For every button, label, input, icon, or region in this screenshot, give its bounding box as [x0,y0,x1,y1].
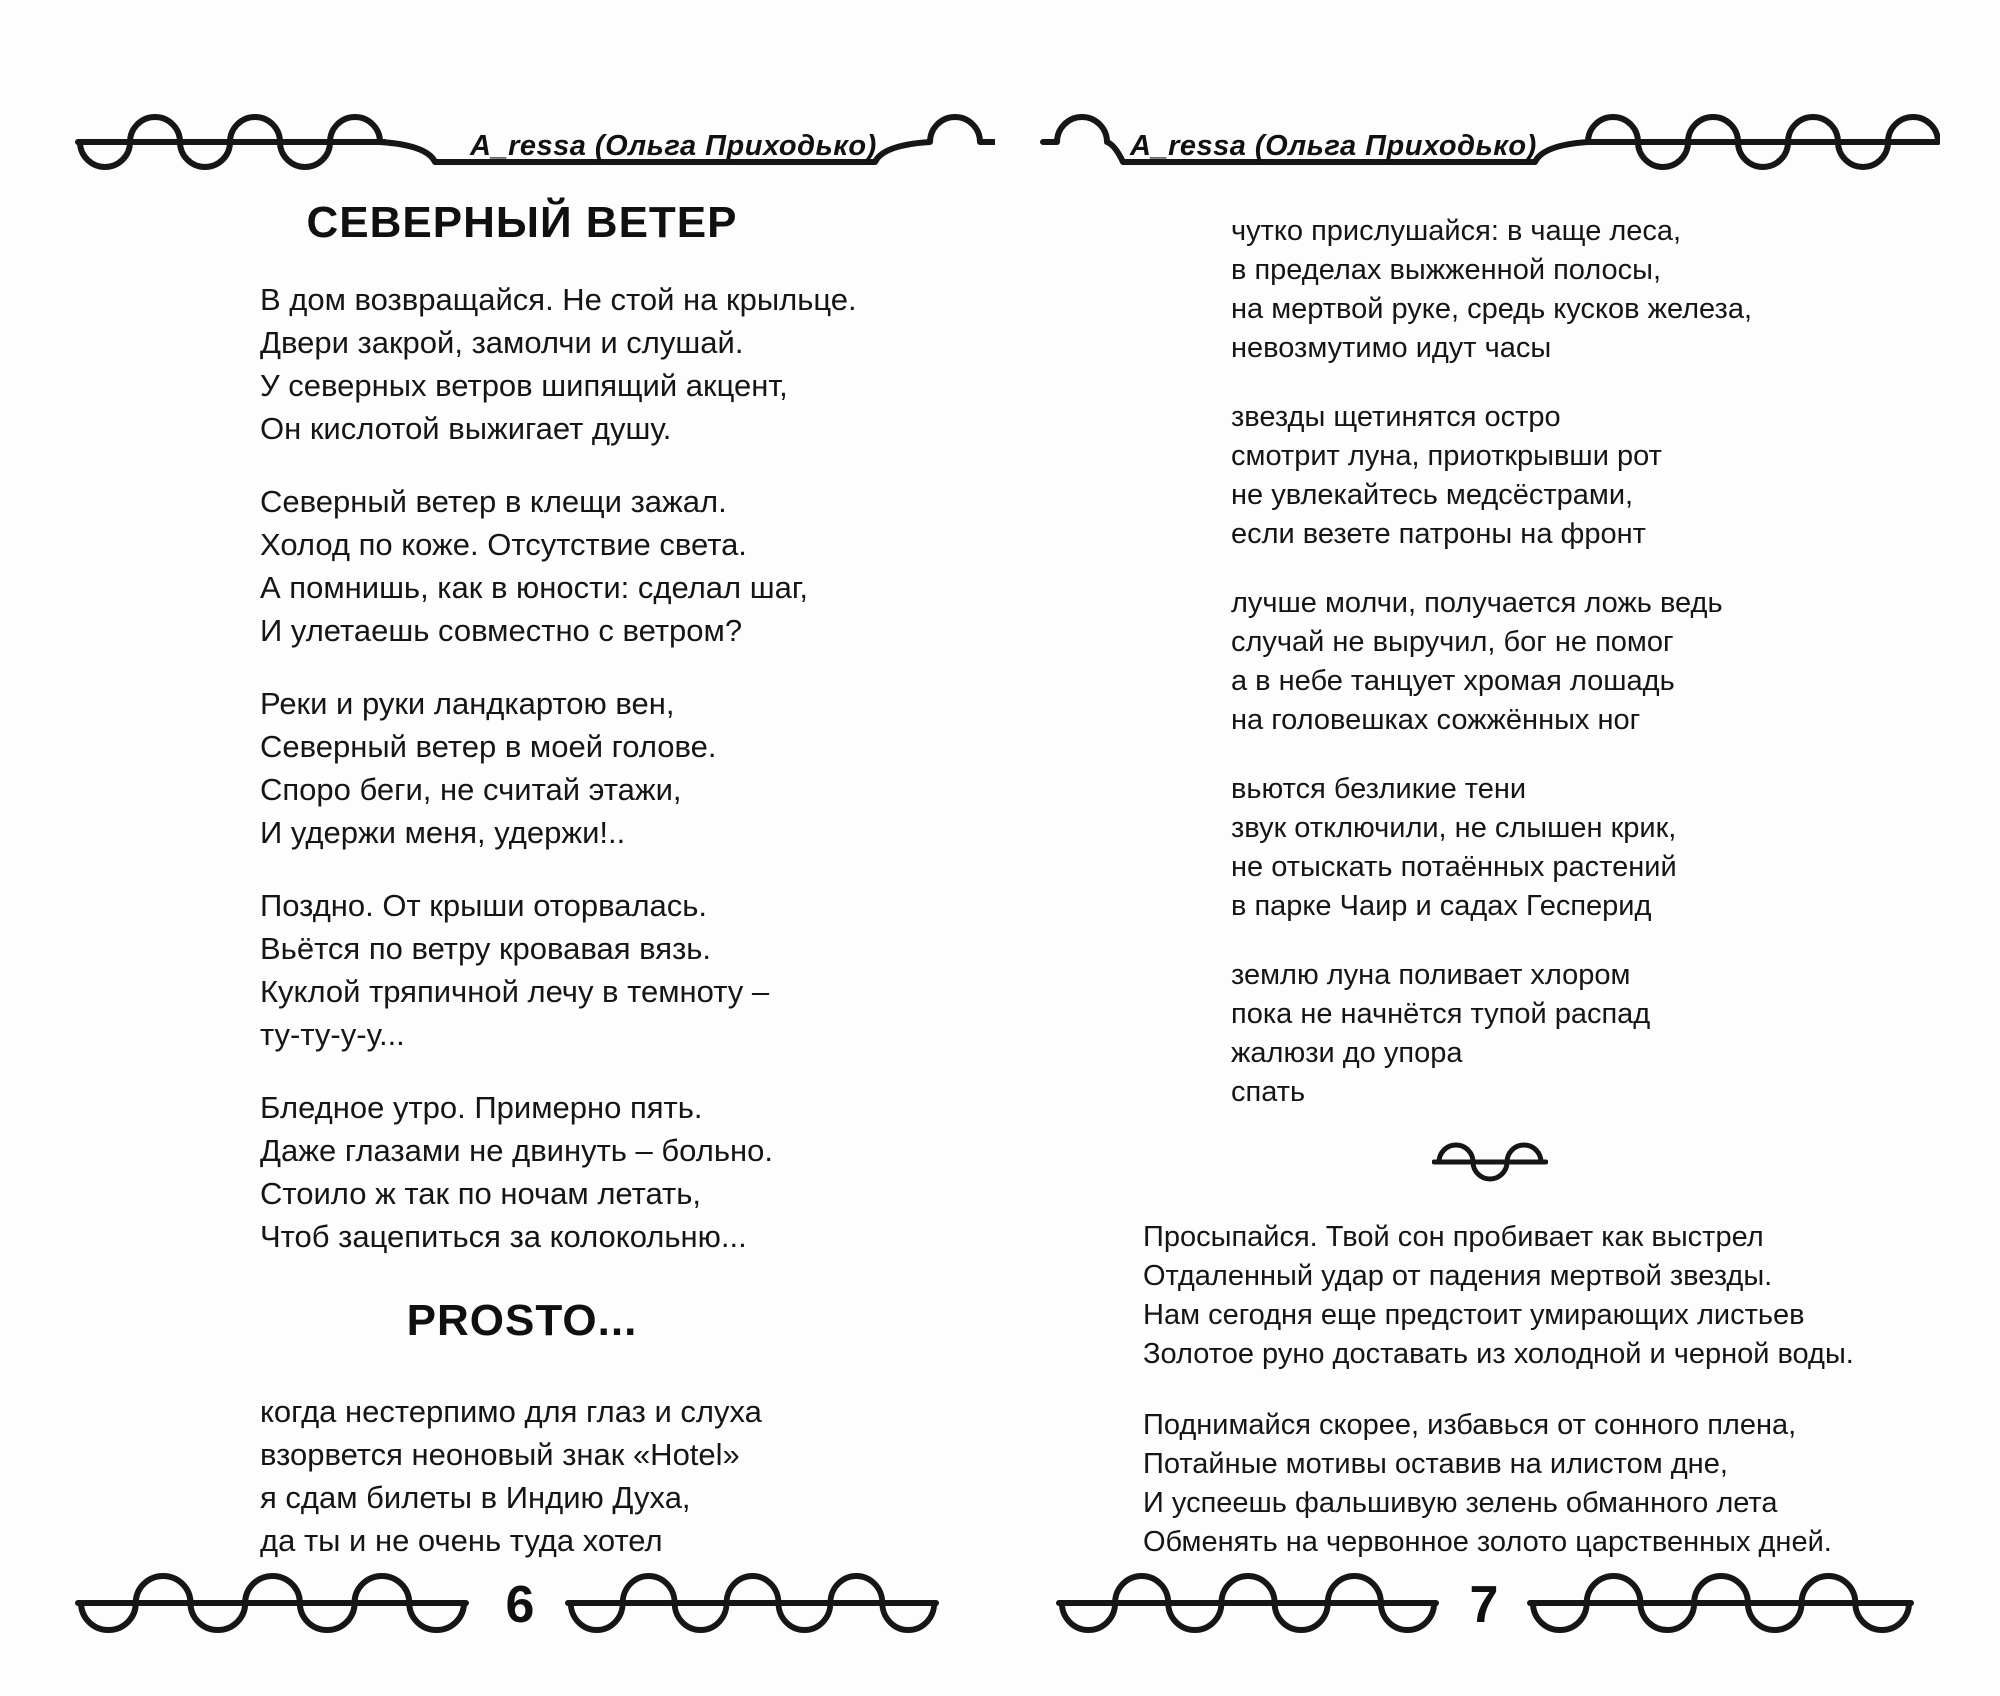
poem-line: случай не выручил, бог не помог [1231,626,1674,658]
poem-line: землю луна поливает хлором [1231,959,1631,991]
poem-line: Северный ветер в моей голове. [260,729,717,764]
poem-line: Холод по коже. Отсутствие света. [260,527,747,562]
poem-line: Реки и руки ландкартою вен, [260,686,675,721]
poem-line: не отыскать потаённых растений [1231,851,1677,883]
stanza [1231,212,1752,368]
poem-line: смотрит луна, приоткрывши рот [1231,440,1662,472]
poem-line: если везете патроны на фронт [1231,518,1646,550]
poem-line: Обменять на червонное золото царственных дней. [1143,1526,1832,1558]
poem-line: невозмутимо идут часы [1231,332,1552,364]
poem-line: И удержи меня, удержи!.. [260,815,626,850]
poem-line: Чтоб зацепиться за колокольню... [260,1219,747,1254]
poem-line: не увлекайтесь медсёстрами, [1231,479,1634,511]
poem-line: а в небе танцует хромая лошадь [1231,665,1675,697]
poem-line: А помнишь, как в юности: сделал шаг, [260,570,808,605]
stanza [1143,1218,1854,1374]
right-footer-wave-left [1056,1571,1440,1635]
poem-line: Просыпайся. Твой сон пробивает как выстрел [1143,1221,1764,1253]
poem-line: И улетаешь совместно с ветром? [260,613,743,648]
stanza [260,1390,762,1562]
poem-line: на головешках сожжённых ног [1231,704,1641,736]
poem-line: В дом возвращайся. Не стой на крыльце. [260,282,857,317]
poem-line: Золотое руно доставать из холодной и черной воды. [1143,1338,1854,1370]
wave-separator-ornament [1432,1130,1548,1194]
poem-line: да ты и не очень туда хотел [260,1523,663,1558]
running-head-author: A_ressa (Ольга Приходько) [1130,130,1537,162]
poem-line: Двери закрой, замолчи и слушай. [260,325,744,360]
stanza [1143,1406,1832,1562]
poem-line: когда нестерпимо для глаз и слуха [260,1394,762,1429]
poem-line: Споро беги, не считай этажи, [260,772,682,807]
poem-line: Даже глазами не двинуть – больно. [260,1133,773,1168]
poem-line: Нам сегодня еще предстоит умирающих листьев [1143,1299,1805,1331]
poem-line: жалюзи до упора [1231,1037,1463,1069]
stanza [1231,956,1650,1112]
right-footer-wave-right [1527,1571,1915,1635]
left-footer-wave-right [565,1571,940,1635]
poem-line: И успеешь фальшивую зелень обманного лета [1143,1487,1778,1519]
page-number-right: 7 [1469,1576,1499,1634]
poem-line: в пределах выжженной полосы, [1231,254,1662,286]
poem-line: Поднимайся скорее, избавься от сонного плена, [1143,1409,1797,1441]
stanza [260,1086,773,1258]
poem-line: звезды щетинятся остро [1231,401,1561,433]
poem-line: Поздно. От крыши оторвалась. [260,888,708,923]
poem-line: У северных ветров шипящий акцент, [260,368,788,403]
poem-line: Стоило ж так по ночам летать, [260,1176,702,1211]
poem-line: Отдаленный удар от падения мертвой звезды. [1143,1260,1773,1292]
poem-line: вьются безликие тени [1231,773,1527,805]
right-page [1000,0,2000,1696]
poem-line: взорвется неоновый знак «Hotel» [260,1437,740,1472]
stanza [260,278,857,450]
poem-line: ту-ту-у-у... [260,1017,405,1052]
poem-title-severny-veter: СЕВЕРНЫЙ ВЕТЕР [306,198,738,247]
stanza [1231,398,1662,554]
stanza [260,480,808,652]
stanza [1231,584,1723,740]
poem-line: лучше молчи, получается ложь ведь [1231,587,1723,619]
poem-line: Куклой тряпичной лечу в темноту – [260,974,770,1009]
poem-line: звук отключили, не слышен крик, [1231,812,1677,844]
stanza [1231,770,1677,926]
stanza [260,682,716,854]
poem-line: я сдам билеты в Индию Духа, [260,1480,691,1515]
poem-line: в парке Чаир и садах Гесперид [1231,890,1652,922]
poem-line: Он кислотой выжигает душу. [260,411,672,446]
poem-line: Северный ветер в клещи зажал. [260,484,727,519]
poem-line: Потайные мотивы оставив на илистом дне, [1143,1448,1728,1480]
poem-title-prosto: PROSTO... [406,1296,638,1345]
poem-line: чутко прислушайся: в чаще леса, [1231,215,1682,247]
poem-line: Бледное утро. Примерно пять. [260,1090,703,1125]
running-head-author: A_ressa (Ольга Приходько) [470,130,877,162]
poem-line: пока не начнётся тупой распад [1231,998,1651,1030]
stanza [260,884,769,1056]
poem-line: Вьётся по ветру кровавая вязь. [260,931,712,966]
poem-line: на мертвой руке, средь кусков железа, [1231,293,1753,325]
poem-line: спать [1231,1076,1306,1108]
page-number-left: 6 [505,1576,535,1634]
left-footer-wave-left [75,1571,470,1635]
